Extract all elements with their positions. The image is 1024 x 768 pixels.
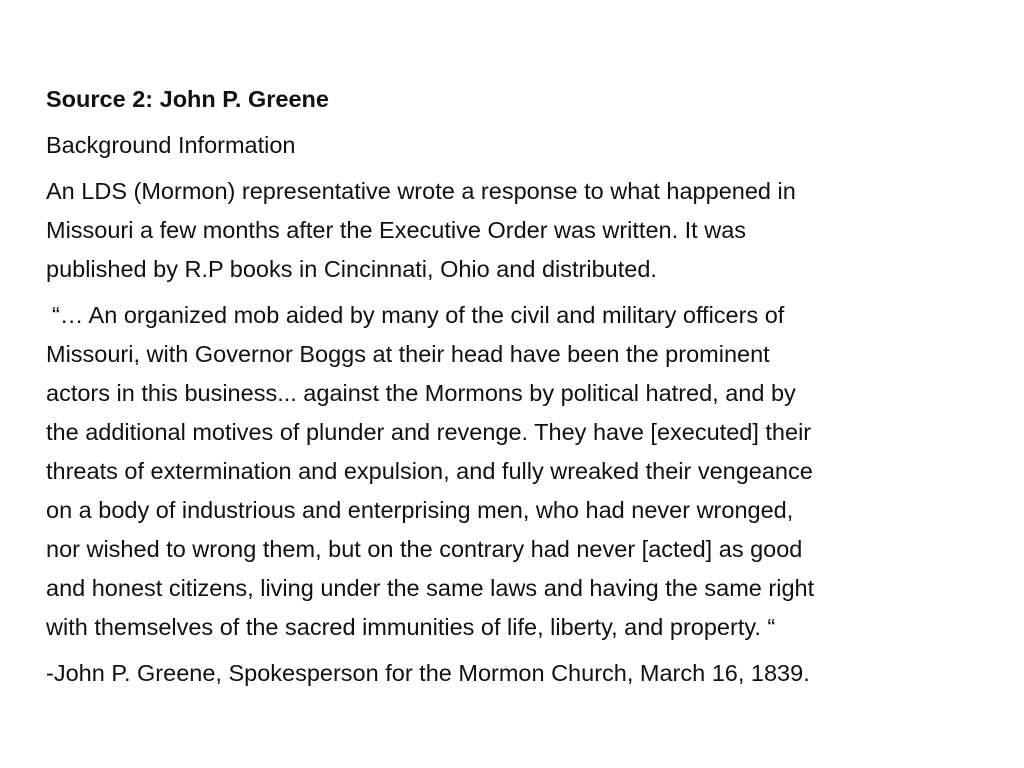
quote-line: and honest citizens, living under the same laws and having the same right xyxy=(46,575,815,601)
quote-line: actors in this business... against the Mormons by political hatred, and by xyxy=(46,380,796,406)
quote-line: with themselves of the sacred immunities of life, liberty, and property. “ xyxy=(46,614,776,640)
background-label: Background Information xyxy=(46,132,296,158)
attribution: -John P. Greene, Spokesperson for the Mormon Church, March 16, 1839. xyxy=(46,660,810,686)
source-heading: Source 2: John P. Greene xyxy=(46,86,329,112)
background-paragraph xyxy=(46,172,986,289)
background-line: An LDS (Mormon) representative wrote a response to what happened in xyxy=(46,178,796,204)
background-line: published by R.P books in Cincinnati, Ohio and distributed. xyxy=(46,256,657,282)
slide-content xyxy=(46,80,986,700)
background-line: Missouri a few months after the Executive Order was written. It was xyxy=(46,217,747,243)
quote-line: the additional motives of plunder and revenge. They have [executed] their xyxy=(46,419,812,445)
quote-line: on a body of industrious and enterprising men, who had never wronged, xyxy=(46,497,794,523)
quote-line: Missouri, with Governor Boggs at their head have been the prominent xyxy=(46,341,770,367)
quote-paragraph xyxy=(46,296,986,647)
quote-line: nor wished to wrong them, but on the contrary had never [acted] as good xyxy=(46,536,803,562)
quote-line: “… An organized mob aided by many of the civil and military officers of xyxy=(52,302,785,328)
quote-line: threats of extermination and expulsion, and fully wreaked their vengeance xyxy=(46,458,813,484)
